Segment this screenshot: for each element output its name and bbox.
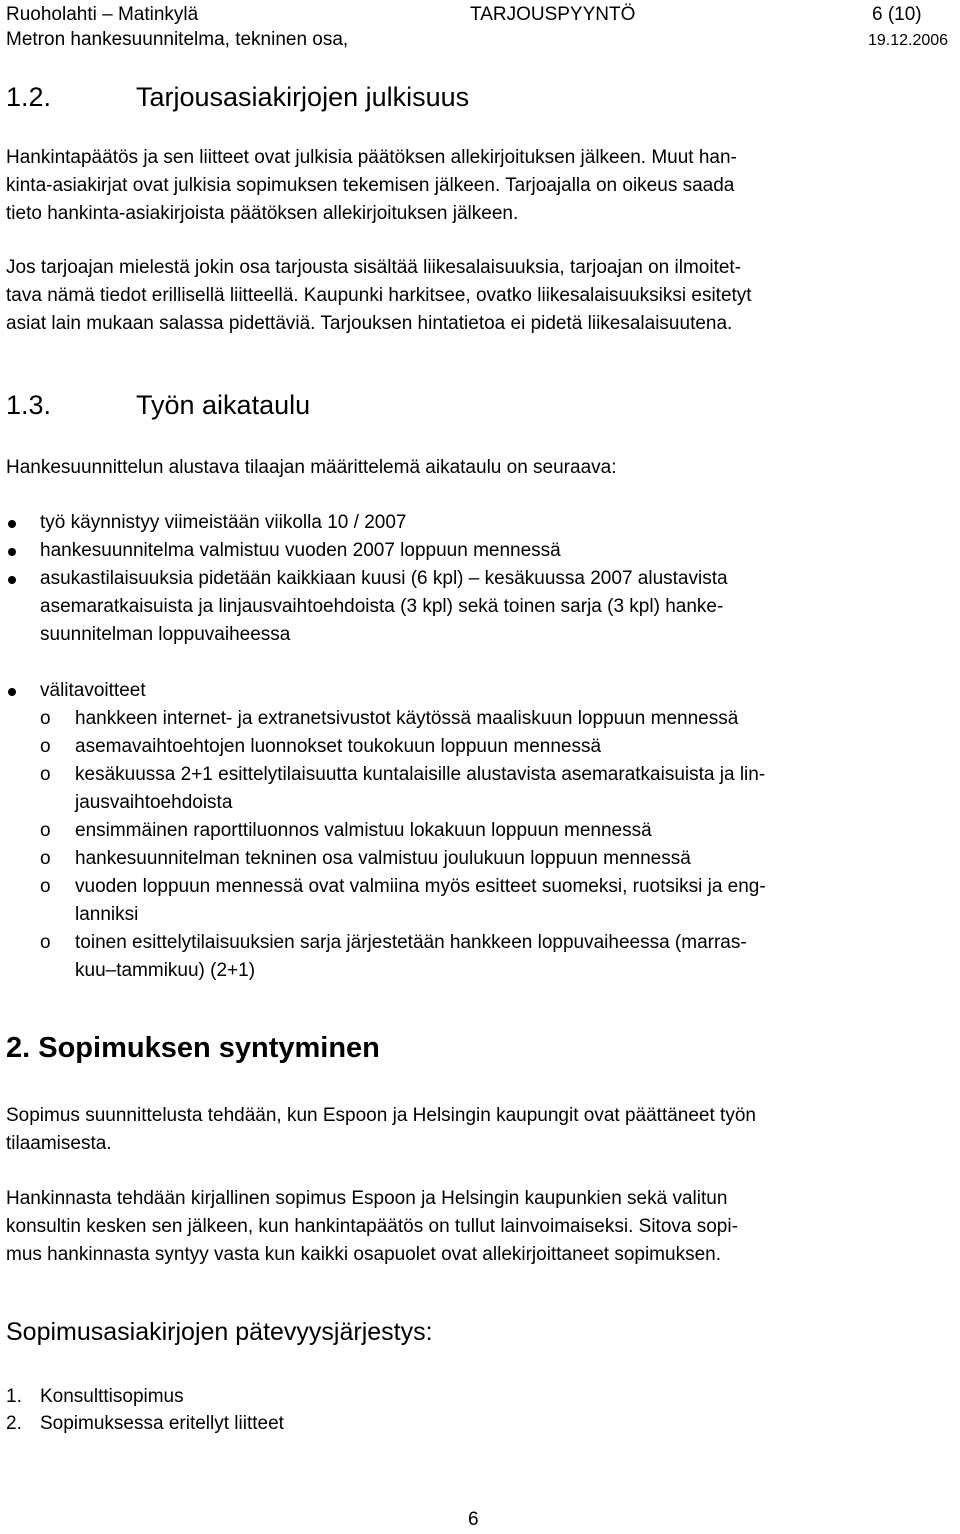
sub-item: kesäkuussa 2+1 esittelytilaisuutta kuntalaisille alustavista asemaratkaisuista ja lin- jausvaihtoehdoista bbox=[75, 764, 766, 813]
bullet-item: hankesuunnitelma valmistuu vuoden 2007 loppuun mennessä bbox=[40, 540, 561, 561]
bullet-icon bbox=[8, 520, 16, 528]
schedule-intro: Hankesuunnittelun alustava tilaajan määrittelemä aikataulu on seuraava: bbox=[6, 457, 617, 478]
sub-item: vuoden loppuun mennessä ovat valmiina myös esitteet suomeksi, ruotsiksi ja eng- lanniksi bbox=[75, 876, 766, 925]
section-2-title: 2. Sopimuksen syntyminen bbox=[6, 1032, 380, 1064]
sub-bullet-icon: o bbox=[40, 764, 51, 785]
section-1-2-paragraph-1: Hankintapäätös ja sen liitteet ovat julkisia päätöksen allekirjoituksen jälkeen. Muut han- kinta-asiakirjat ovat julkisia sopimuksen tekemisen jälkeen. Tarjoajalla on oikeus saada tieto hankinta-asiakirjoista päätöksen allekirjoituksen jälkeen. bbox=[6, 147, 737, 224]
header-date: 19.12.2006 bbox=[868, 32, 949, 49]
section-2-paragraph-2: Hankinnasta tehdään kirjallinen sopimus Espoon ja Helsingin kaupunkien sekä valitun konsultin kesken sen jälkeen, kun hankintapäätös on tullut lainvoimaiseksi. Sitova sopi- mus hankinnasta syntyy vasta kun kaikki osapuolet ovat allekirjoittaneet sopimuksen. bbox=[6, 1188, 738, 1265]
bullet-item: työ käynnistyy viimeistään viikolla 10 / 2007 bbox=[40, 512, 407, 533]
footer-page-number: 6 bbox=[468, 1509, 479, 1530]
contract-documents-heading: Sopimusasiakirjojen pätevyysjärjestys: bbox=[6, 1318, 433, 1346]
header-doc-type: TARJOUSPYYNTÖ bbox=[470, 4, 636, 25]
section-1-3-number: 1.3. bbox=[6, 390, 52, 420]
bullet-item: välitavoitteet bbox=[40, 680, 146, 701]
sub-item: toinen esittelytilaisuuksien sarja järjestetään hankkeen loppuvaiheessa (marras- kuu–tammikuu) (2+1) bbox=[75, 932, 747, 981]
sub-item: hankkeen internet- ja extranetsivustot käytössä maaliskuun loppuun mennessä bbox=[75, 708, 739, 729]
header-page-ref: 6 (10) bbox=[872, 4, 922, 25]
ordered-item-text: Sopimuksessa eritellyt liitteet bbox=[40, 1413, 284, 1434]
ordered-item-number: 1. bbox=[6, 1386, 22, 1407]
section-1-2-paragraph-2: Jos tarjoajan mielestä jokin osa tarjousta sisältää liikesalaisuuksia, tarjoajan on ilmoitet- tava nämä tiedot erillisellä liitteellä. Kaupunki harkitsee, ovatko liikesalaisuuksiksi esitetyt asiat lain mukaan salassa pidettäviä. Tarjouksen hintatietoa ei pidetä liikesalaisuutena. bbox=[6, 257, 752, 334]
bullet-icon bbox=[8, 548, 16, 556]
ordered-item-number: 2. bbox=[6, 1413, 22, 1434]
bullet-item: asukastilaisuuksia pidetään kaikkiaan kuusi (6 kpl) – kesäkuussa 2007 alustavista asemaratkaisuista ja linjausvaihtoehdoista (3 kpl) sekä toinen sarja (3 kpl) hanke- suunnitelman loppuvaiheessa bbox=[40, 568, 728, 645]
ordered-item-text: Konsulttisopimus bbox=[40, 1386, 184, 1407]
sub-item: asemavaihtoehtojen luonnokset toukokuun loppuun mennessä bbox=[75, 736, 602, 757]
bullet-icon bbox=[8, 576, 16, 584]
sub-bullet-icon: o bbox=[40, 708, 51, 729]
header-subtitle: Metron hankesuunnitelma, tekninen osa, bbox=[6, 29, 349, 50]
section-1-3-title: Työn aikataulu bbox=[136, 390, 311, 420]
bullet-icon bbox=[8, 688, 16, 696]
section-2-paragraph-1: Sopimus suunnittelusta tehdään, kun Espoon ja Helsingin kaupungit ovat päättäneet työn tilaamisesta. bbox=[6, 1105, 756, 1154]
section-1-2-title: Tarjousasiakirjojen julkisuus bbox=[136, 82, 470, 112]
sub-bullet-icon: o bbox=[40, 932, 51, 953]
sub-bullet-icon: o bbox=[40, 848, 51, 869]
section-1-2-number: 1.2. bbox=[6, 82, 52, 112]
sub-bullet-icon: o bbox=[40, 736, 51, 757]
sub-bullet-icon: o bbox=[40, 820, 51, 841]
sub-item: hankesuunnitelman tekninen osa valmistuu joulukuun loppuun mennessä bbox=[75, 848, 691, 869]
sub-item: ensimmäinen raporttiluonnos valmistuu lokakuun loppuun mennessä bbox=[75, 820, 652, 841]
header-org: Ruoholahti – Matinkylä bbox=[6, 4, 199, 25]
sub-bullet-icon: o bbox=[40, 876, 51, 897]
